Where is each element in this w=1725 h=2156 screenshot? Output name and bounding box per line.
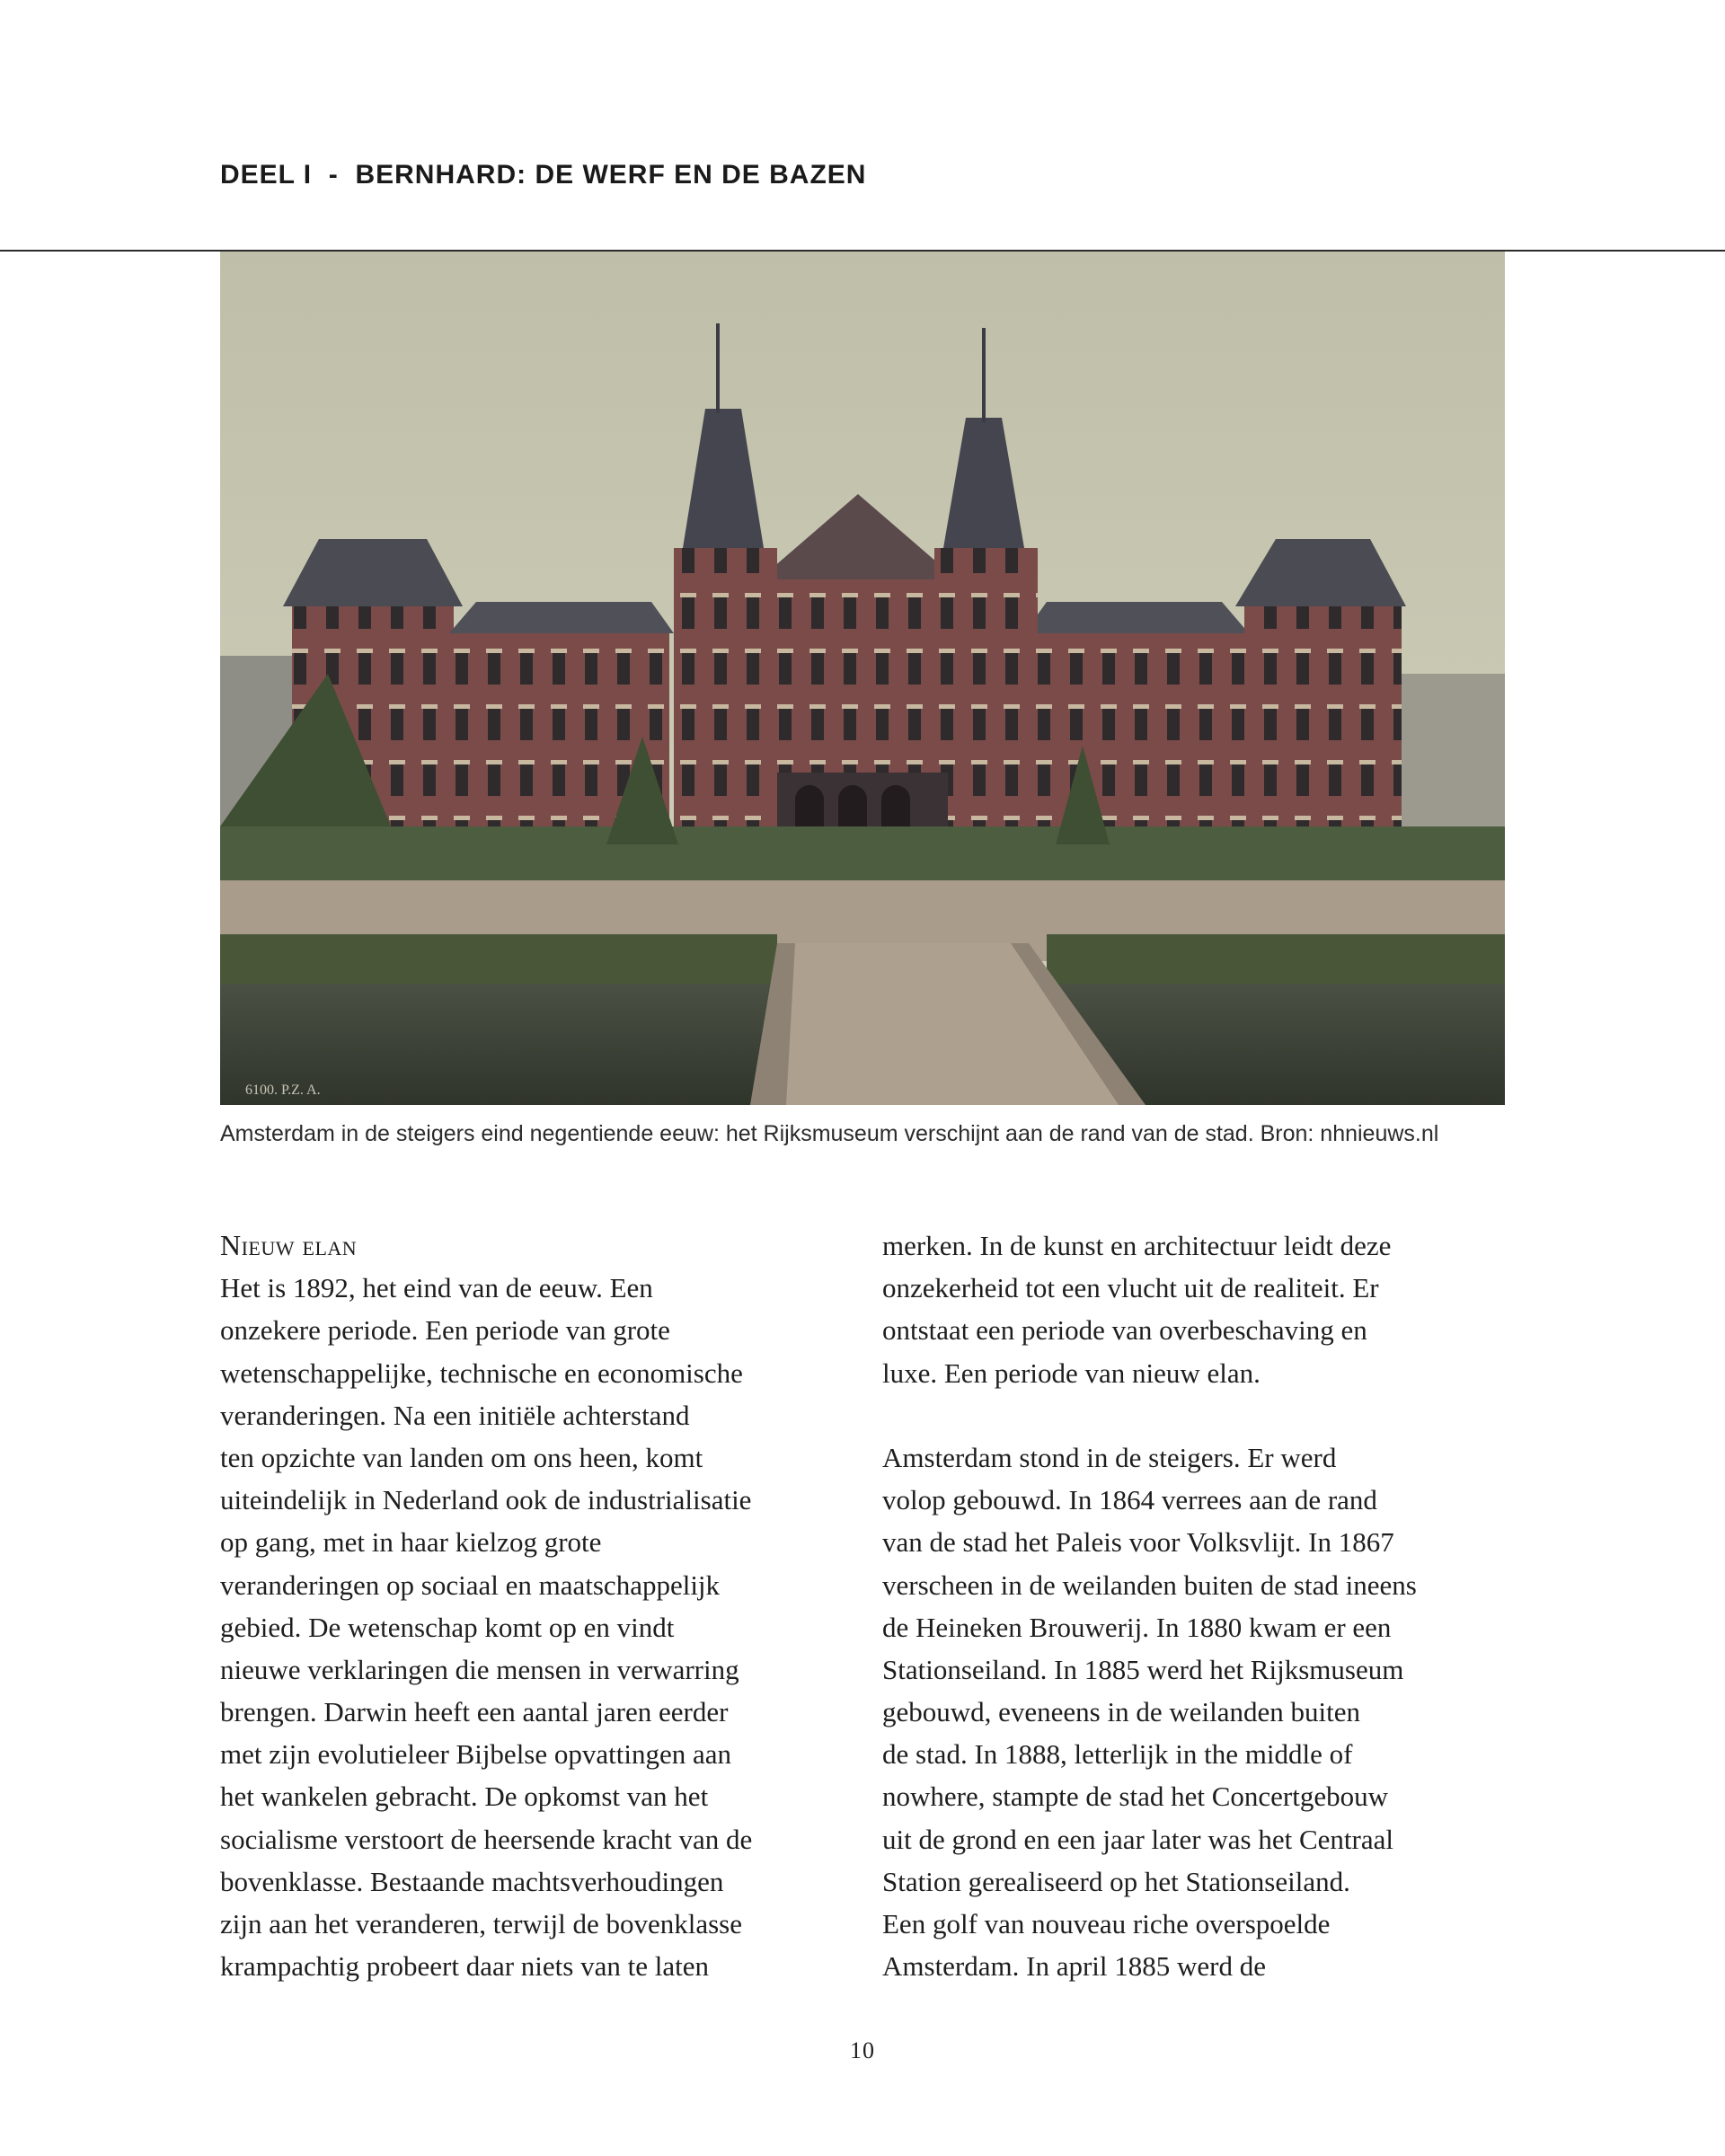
left-column — [220, 1224, 849, 1987]
right-text-line: Stationseiland. In 1885 werd het Rijksmuseum — [882, 1653, 1404, 1685]
paragraph-gap — [882, 1394, 1520, 1436]
right-text-line: onzekerheid tot een vlucht uit de realiteit. Er — [882, 1272, 1379, 1304]
left-text-line: veranderingen. Na een initiële achterstand — [220, 1399, 690, 1431]
right-text-line: Een golf van nouveau riche overspoelde — [882, 1908, 1331, 1940]
page-number: 10 — [850, 2037, 875, 2063]
right-text-line: uit de grond en een jaar later was het Centraal — [882, 1823, 1393, 1855]
right-text-line: merken. In de kunst en architectuur leidt deze — [882, 1230, 1392, 1261]
left-text-line: Het is 1892, het eind van de eeuw. Een — [220, 1272, 653, 1304]
right-text-line: van de stad het Paleis voor Volksvlijt. In 1867 — [882, 1526, 1394, 1559]
left-column-text — [220, 1267, 849, 1987]
right-text-line: de stad. In 1888, letterlijk in the middle of — [882, 1738, 1353, 1771]
right-column — [882, 1224, 1520, 1987]
rijksmuseum-photo — [220, 252, 1505, 1105]
running-head: DEEL I - BERNHARD: DE WERF EN DE BAZEN — [220, 160, 867, 190]
right-text-line: de Heineken Brouwerij. In 1880 kwam er een — [882, 1611, 1392, 1643]
left-text-line: nieuwe verklaringen die mensen in verwarring — [220, 1653, 739, 1685]
right-paragraph-1 — [882, 1224, 1520, 1394]
left-text-line: uiteindelijk in Nederland ook de industrialisatie — [220, 1484, 752, 1516]
right-text-line: gebouwd, eveneens in de weilanden buiten — [882, 1696, 1360, 1728]
left-text-line: wetenschappelijke, technische en economische — [220, 1356, 743, 1389]
rijksmuseum-illustration — [220, 252, 1505, 1105]
right-text-line: verscheen in de weilanden buiten de stad ineens — [882, 1568, 1417, 1601]
photo-caption: Amsterdam in de steigers eind negentiende eeuw: het Rijksmuseum verschijnt aan de rand van de stad. Bron: nhnieuws.nl — [220, 1121, 1439, 1146]
right-paragraph-2 — [882, 1436, 1520, 1987]
right-text-line: ontstaat een periode van overbeschaving en — [882, 1314, 1367, 1347]
left-text-line: gebied. De wetenschap komt op en vindt — [220, 1611, 675, 1643]
left-text-line: veranderingen op sociaal en maatschappelijk — [220, 1568, 721, 1601]
left-text-line: socialisme verstoort de heersende kracht van de — [220, 1823, 753, 1855]
left-text-line: onzekere periode. Een periode van grote — [220, 1314, 670, 1347]
right-text-line: luxe. Een periode van nieuw elan. — [882, 1356, 1261, 1389]
left-text-line: bovenklasse. Bestaande machtsverhoudingen — [220, 1865, 724, 1897]
section-title: Nieuw elan — [220, 1229, 358, 1261]
left-text-line: op gang, met in haar kielzog grote — [220, 1526, 602, 1559]
right-text-line: Amsterdam. In april 1885 werd de — [882, 1950, 1266, 1983]
left-text-line: het wankelen gebracht. De opkomst van het — [220, 1780, 709, 1813]
left-text-line: krampachtig probeert daar niets van te laten — [220, 1950, 709, 1983]
right-text-line: Station gerealiseerd op het Stationseiland. — [882, 1865, 1350, 1897]
left-text-line: ten opzichte van landen om ons heen, komt — [220, 1441, 703, 1473]
right-text-line: volop gebouwd. In 1864 verrees aan de rand — [882, 1484, 1377, 1516]
right-text-line: Amsterdam stond in de steigers. Er werd — [882, 1441, 1337, 1473]
left-text-line: zijn aan het veranderen, terwijl de bovenklasse — [220, 1908, 743, 1940]
left-text-line: brengen. Darwin heeft een aantal jaren eerder — [220, 1696, 729, 1728]
photo-mark: 6100. P.Z. A. — [245, 1082, 321, 1098]
right-text-line: nowhere, stampte de stad het Concertgebouw — [882, 1780, 1388, 1813]
left-text-line: met zijn evolutieleer Bijbelse opvattingen aan — [220, 1738, 732, 1771]
